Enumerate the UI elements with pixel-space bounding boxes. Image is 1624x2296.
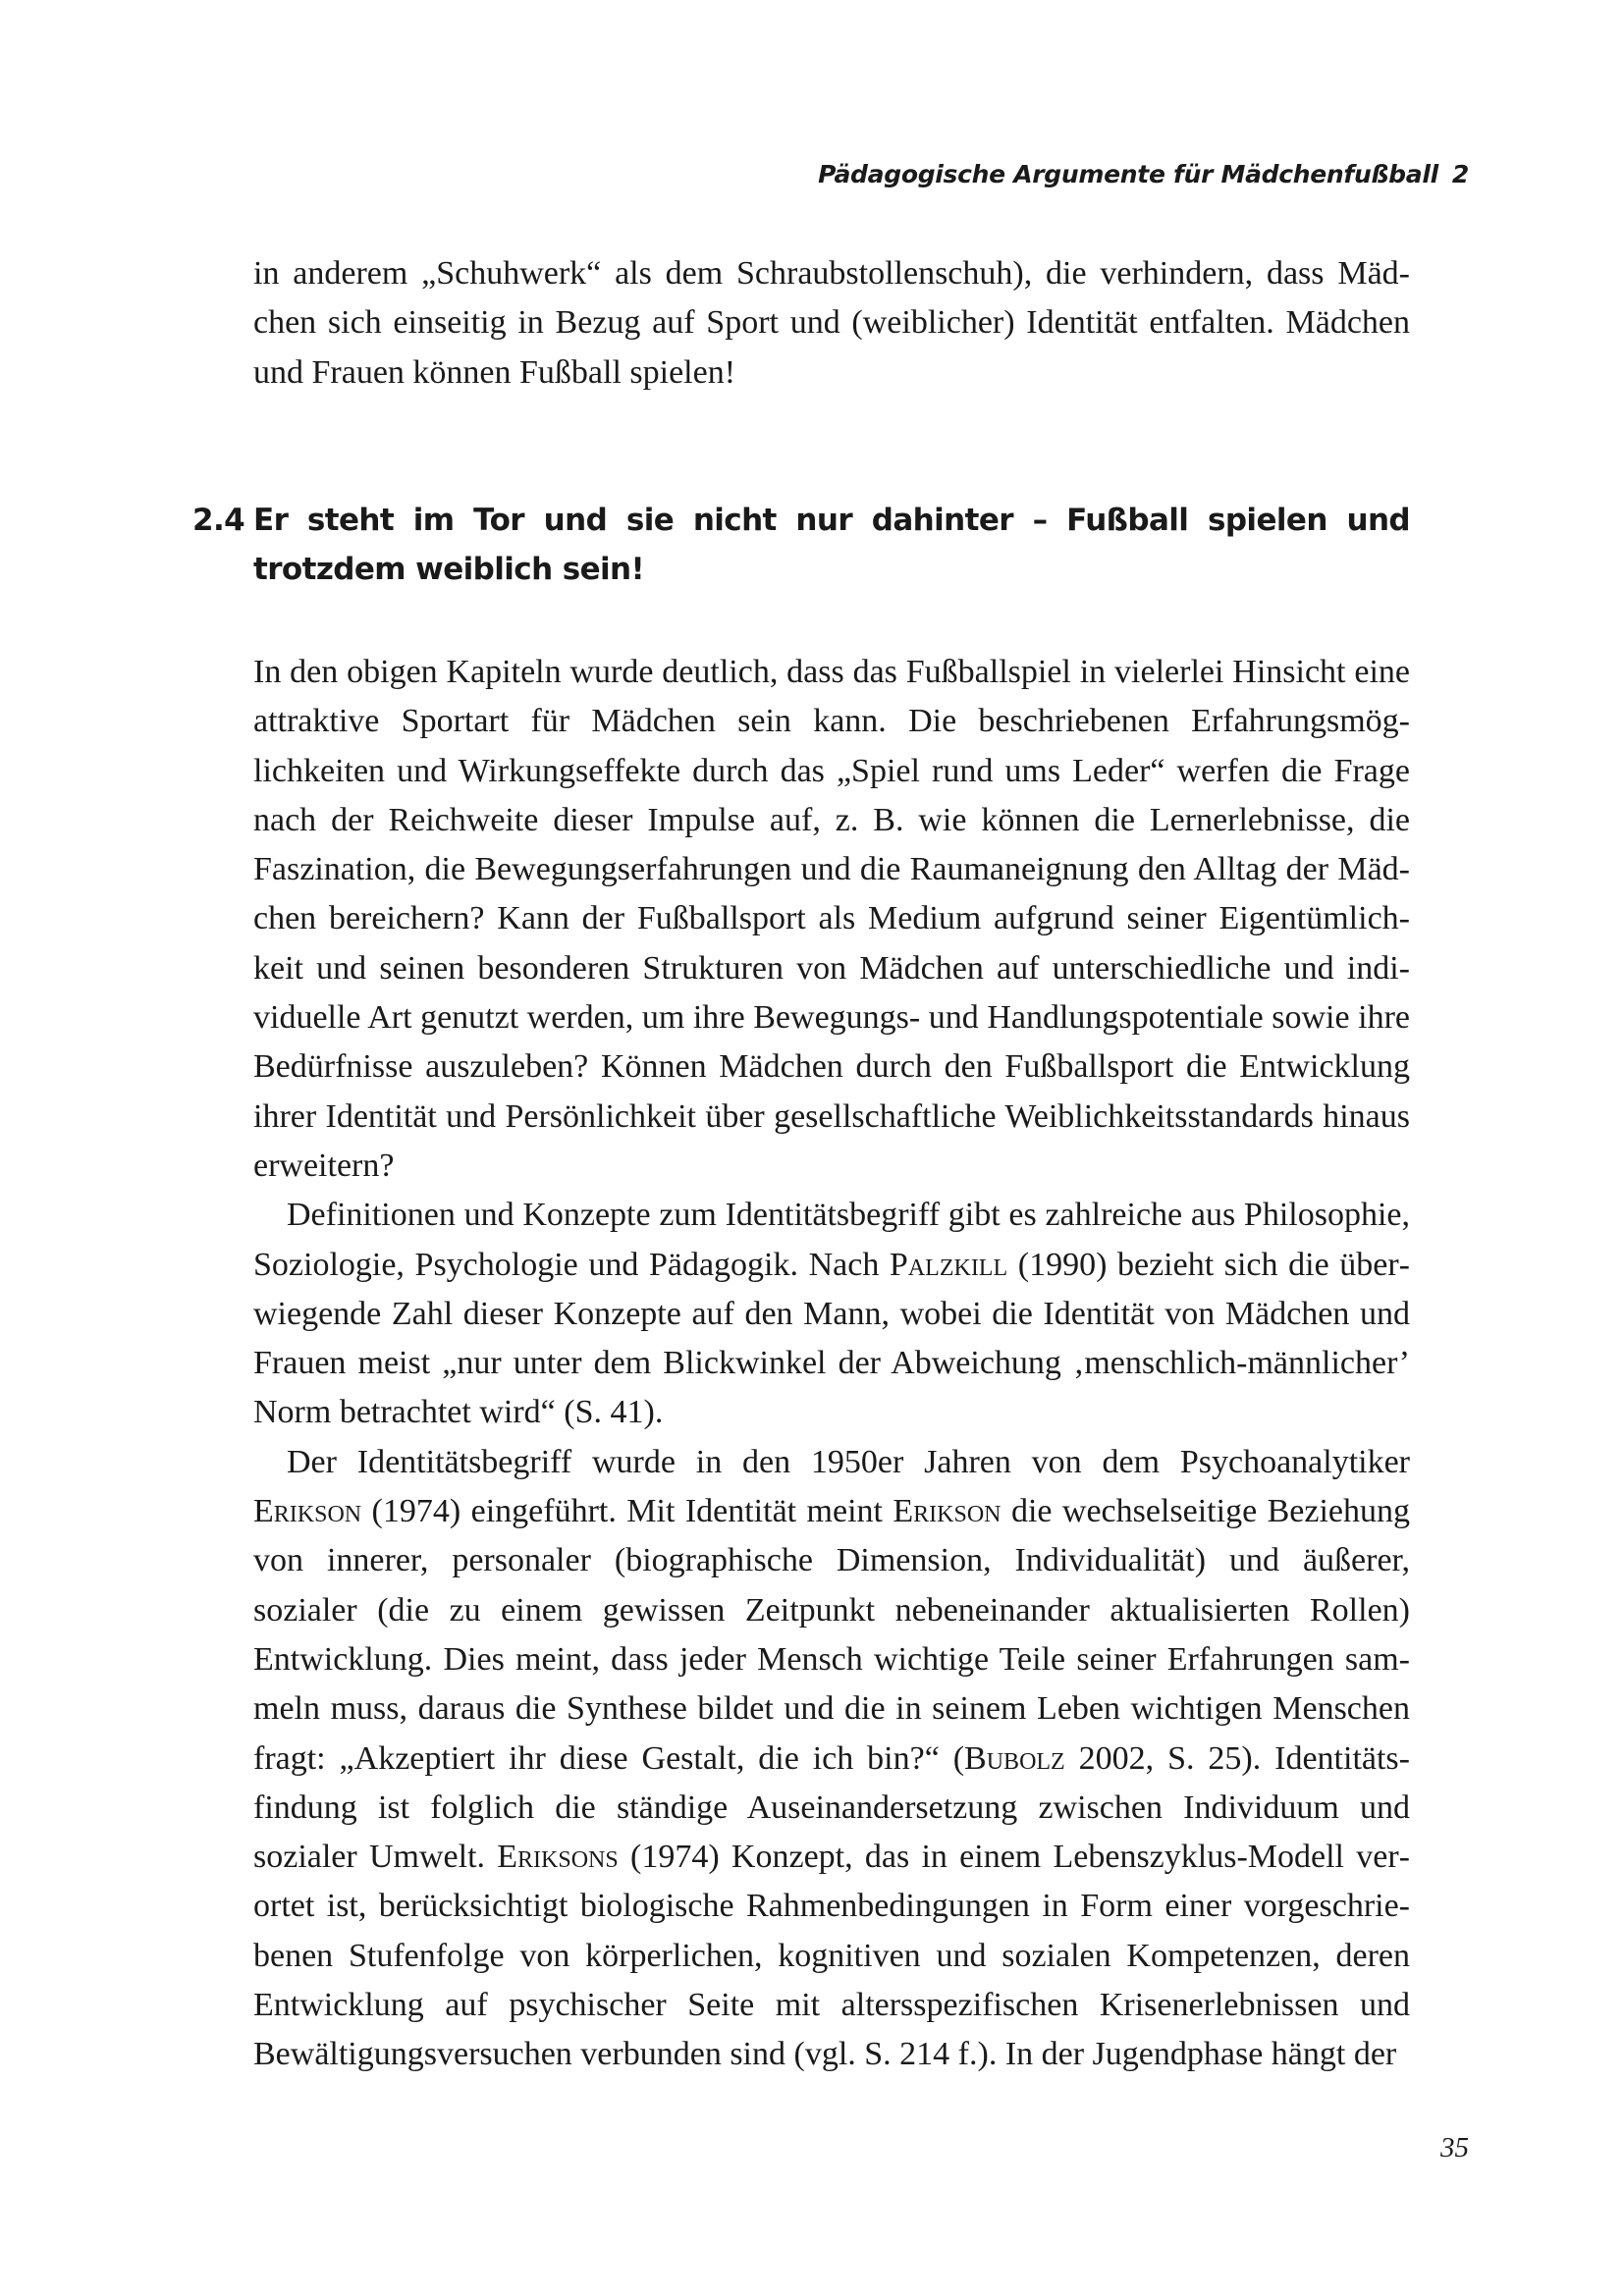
- intro-paragraph: in anderem „Schuhwerk“ als dem Schraubstollenschuh), die verhindern, dass Mädchen sich einseitig in Bezug auf Sport und (weiblicher) Identität entfalten. Mädchen und Frauen können Fußball spielen!: [253, 255, 1410, 391]
- citation-author-palzkill: Palzkill: [889, 1246, 1008, 1283]
- intro-text-block: [253, 249, 1410, 398]
- body-paragraph-3-text-c: die wechselseitige Beziehung von innerer, personaler (biographische Dimension, Individualität) und äußerer, sozialer (die zu einem gewissen Zeitpunkt nebeneinander aktualisierten Rollen) Entwicklung. Dies meint, dass jeder Mensch wichtige Teile seiner Erfahrungen sammeln muss, daraus die Synthese bildet und die in seinem Leben wichtigen Menschen fragt: „Akzeptiert ihr diese Gestalt, die ich bin?“ (: [253, 1493, 1410, 1777]
- body-text-block: [253, 648, 1410, 2080]
- section-heading: [192, 496, 1410, 594]
- body-paragraph-2-text-b: (1990) bezieht sich die überwiegende Zahl dieser Konzepte auf den Mann, wobei die Identität von Mädchen und Frauen meist „nur unter dem Blickwinkel der Abweichung ‚menschlich-männlicher’ Norm betrachtet wird“ (S. 41).: [253, 1246, 1410, 1431]
- citation-author-bubolz: Bubolz: [964, 1739, 1065, 1777]
- body-paragraph-3-text-e: (1974) Konzept, das in einem Lebenszyklus-Modell verortet ist, berücksichtigt biologische Rahmenbedingungen in Form einer vorgeschriebenen Stufenfolge von körperlichen, kognitiven und sozialen Kompetenzen, deren Entwicklung auf psychischer Seite mit altersspezifischen Krisenerlebnissen und Bewältigungsversuchen verbunden sind (vgl. S. 214 f.). In der Jugendphase hängt der: [253, 1839, 1410, 2073]
- citation-author-eriksons: Eriksons: [497, 1839, 619, 1876]
- body-paragraph-3: [253, 1438, 1410, 2080]
- body-paragraph-3-text-d: 2002, S. 25). Identitätsfindung ist folglich die ständige Auseinandersetzung zwischen Individuum und sozialer Umwelt.: [253, 1739, 1410, 1876]
- running-head-chapter-number: 2: [1451, 160, 1469, 188]
- citation-author-erikson-2: Erikson: [893, 1493, 1001, 1530]
- body-paragraph-1: In den obigen Kapiteln wurde deutlich, dass das Fußballspiel in vielerlei Hinsicht eine attraktive Sportart für Mädchen sein kann. Die beschriebenen Erfahrungsmöglichkeiten und Wirkungseffekte durch das „Spiel rund ums Leder“ werfen die Frage nach der Reichweite dieser Impulse auf, z. B. wie können die Lernerlebnisse, die Faszination, die Bewegungserfahrungen und die Raumaneignung den Alltag der Mädchen bereichern? Kann der Fußballsport als Medium aufgrund seiner Eigentümlichkeit und seinen besonderen Strukturen von Mädchen auf unterschiedliche und individuelle Art genutzt werden, um ihre Bewegungs- und Handlungspotentiale sowie ihre Bedürfnisse auszuleben? Können Mädchen durch den Fußballsport die Entwicklung ihrer Identität und Persönlichkeit über gesellschaftliche Weiblichkeitsstandards hinaus erweitern?: [253, 654, 1410, 1184]
- running-head-title: Pädagogische Argumente für Mädchenfußball: [818, 160, 1438, 188]
- body-paragraph-2: [253, 1191, 1410, 1437]
- section-number: 2.4: [192, 503, 245, 538]
- citation-author-erikson: Erikson: [253, 1493, 362, 1530]
- body-paragraph-3-text-b: (1974) eingeführt. Mit Identität meint: [361, 1493, 893, 1530]
- running-head: [818, 160, 1469, 188]
- section-title: Er steht im Tor und sie nicht nur dahinter – Fußball spielen und trotzdem weiblich sein!: [253, 503, 1410, 587]
- page-number: 35: [1440, 2132, 1469, 2163]
- body-paragraph-2-text-a: Definitionen und Konzepte zum Identitätsbegriff gibt es zahlreiche aus Philosophie, Soziologie, Psychologie und Pädagogik. Nach: [253, 1197, 1410, 1283]
- body-paragraph-3-text-a: Der Identitätsbegriff wurde in den 1950er Jahren von dem Psychoanalytiker: [287, 1443, 1410, 1480]
